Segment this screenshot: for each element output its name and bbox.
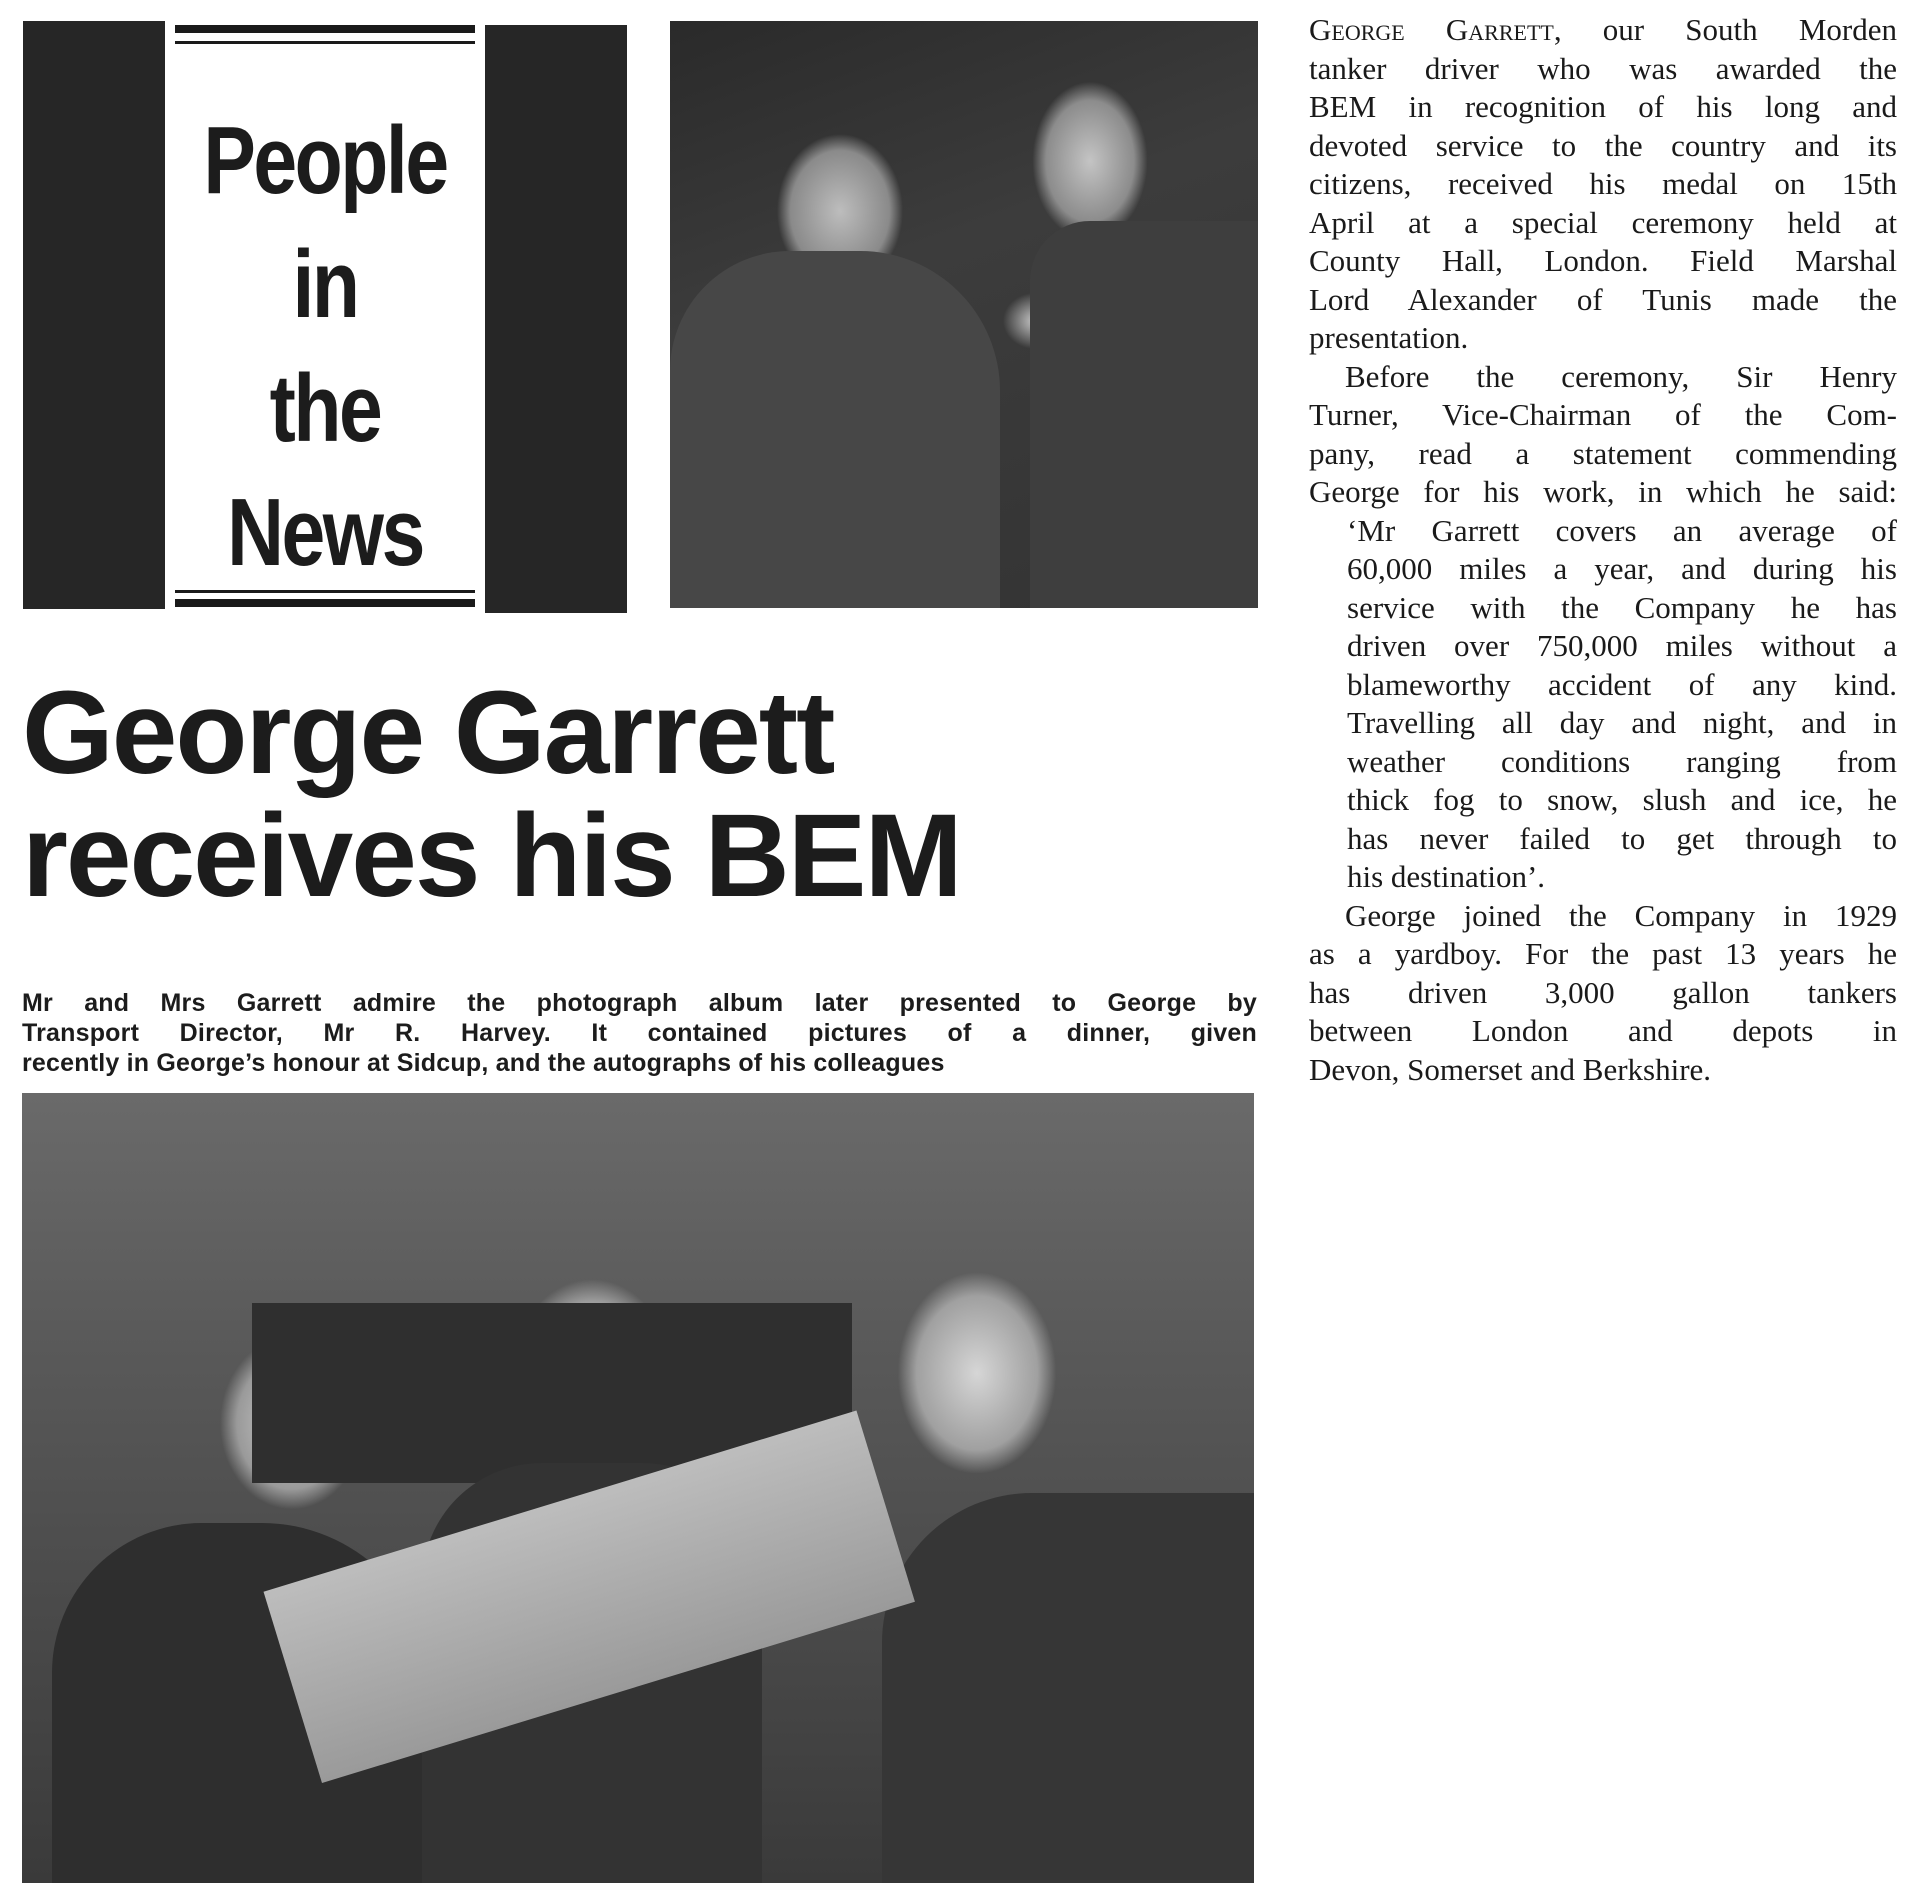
masthead-rule-bottom-thin — [175, 590, 475, 593]
quote-line: blameworthy accident of any kind. — [1347, 666, 1897, 702]
caption-line: Transport Director, Mr R. Harvey. It contained pictures of a dinner, given — [22, 1019, 1257, 1047]
quote-line: has never failed to get through to — [1347, 820, 1897, 856]
lead-name: George Garrett — [1309, 12, 1554, 47]
section-masthead — [23, 21, 627, 609]
photo-figure-mr-harvey — [882, 1493, 1254, 1883]
body-line: BEM in recognition of his long and — [1309, 89, 1897, 124]
photo-medal-presentation — [670, 21, 1258, 608]
quote-line: driven over 750,000 miles without a — [1347, 628, 1897, 663]
body-line: April at a special ceremony held at — [1309, 204, 1897, 240]
body-line: presentation. — [1309, 320, 1469, 355]
body-line: tanker driver who was awarded the — [1309, 50, 1897, 86]
body-line: Turner, Vice-Chairman of the Com- — [1309, 397, 1897, 432]
body-line: devoted service to the country and its — [1309, 127, 1897, 163]
body-line: as a yardboy. For the past 13 years he — [1309, 936, 1897, 971]
body-line: has driven 3,000 gallon tankers — [1309, 974, 1897, 1010]
body-line: pany, read a statement commending — [1309, 435, 1897, 471]
headline-line-1: George Garrett — [22, 667, 834, 799]
body-line: George joined the Company in 1929 — [1345, 897, 1897, 933]
masthead-rule-bottom-thick — [175, 599, 475, 607]
body-line: George Garrett, our South Morden — [1309, 12, 1897, 47]
body-line: between London and depots in — [1309, 1013, 1897, 1048]
masthead-rule-top-thick — [175, 25, 475, 33]
masthead-title — [195, 99, 454, 595]
quote-line: thick fog to snow, slush and ice, he — [1347, 782, 1897, 817]
masthead-rule-top-thin — [175, 41, 475, 44]
quote-line: 60,000 miles a year, and during his — [1347, 551, 1897, 586]
body-line: Devon, Somerset and Berkshire. — [1309, 1051, 1712, 1087]
caption-line: Mr and Mrs Garrett admire the photograph album later presented to George by — [22, 989, 1257, 1017]
masthead-title-line: in — [292, 231, 358, 338]
article-body — [1309, 11, 1897, 1089]
body-line: Before the ceremony, Sir Henry — [1345, 358, 1897, 394]
photo-figure-field-marshal — [670, 251, 1000, 608]
quote-line: his destination’. — [1347, 859, 1546, 894]
quote-line: service with the Company he has — [1347, 589, 1897, 625]
masthead-bar-right — [485, 25, 627, 613]
masthead-title-line: People — [203, 107, 447, 214]
photo-figure-george-garrett — [1030, 221, 1258, 608]
caption-line: recently in George’s honour at Sidcup, and the autographs of his colleagues — [22, 1049, 945, 1077]
headline-line-2: receives his BEM — [22, 790, 961, 922]
body-line: County Hall, London. Field Marshal — [1309, 243, 1897, 278]
quote-line: ‘Mr Garrett covers an average of — [1347, 512, 1897, 548]
masthead-bar-left — [23, 21, 165, 609]
body-line: citizens, received his medal on 15th — [1309, 166, 1897, 201]
article-headline — [22, 667, 1262, 922]
quote-line: weather conditions ranging from — [1347, 743, 1897, 779]
masthead-panel — [167, 21, 483, 609]
quote-line: Travelling all day and night, and in — [1347, 705, 1897, 740]
photo-album-viewing — [22, 1093, 1254, 1883]
photo-caption — [22, 988, 1257, 1078]
body-line: George for his work, in which he said: — [1309, 474, 1897, 509]
masthead-title-line: News — [227, 479, 423, 586]
body-line: Lord Alexander of Tunis made the — [1309, 281, 1897, 317]
masthead-title-line: the — [269, 355, 381, 462]
